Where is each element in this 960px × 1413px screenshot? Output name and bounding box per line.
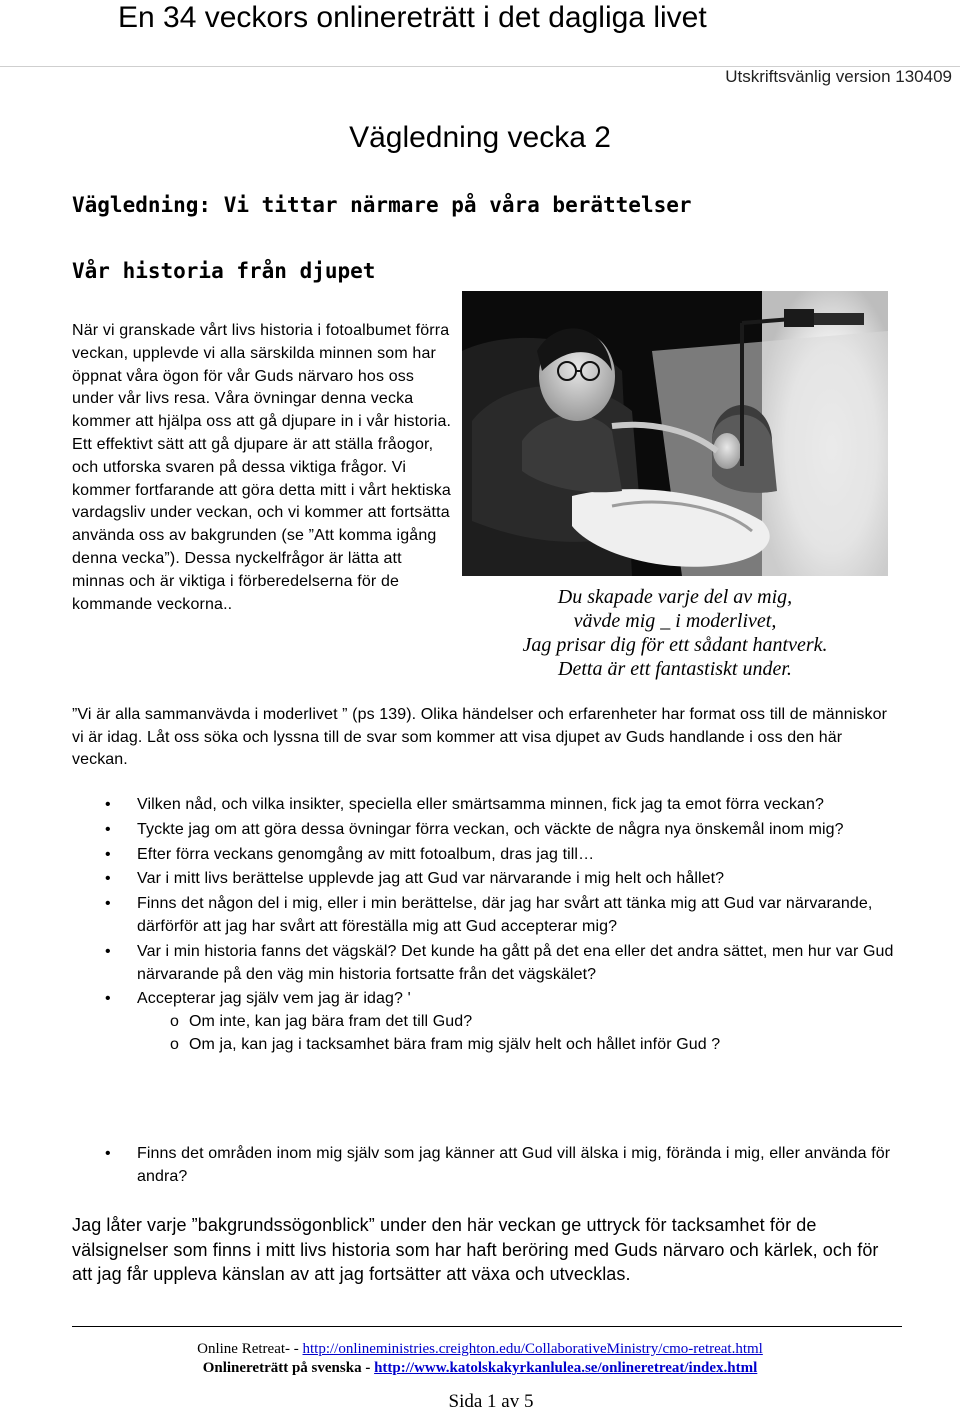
- list-item: [72, 844, 902, 867]
- bullet-icon: •: [105, 796, 111, 813]
- footer: [0, 1340, 960, 1378]
- page-title: Vägledning vecka 2: [349, 121, 611, 154]
- footer-line-english: [0, 1340, 960, 1359]
- list-item: [72, 819, 902, 842]
- question-text: Accepterar jag själv vem jag är idag? ': [137, 990, 411, 1008]
- footer-divider: [72, 1326, 902, 1327]
- question-text: Var i mitt livs berättelse upplevde jag att Gud var närvarande i mig helt och hållet?: [137, 870, 725, 888]
- sub-list-item: [137, 1011, 902, 1034]
- reflection-question-list: [72, 794, 902, 1059]
- list-item: [72, 868, 902, 891]
- list-item: [72, 1143, 902, 1189]
- body-paragraph: ”Vi är alla sammanvävda i moderlivet ” (ps 139). Olika händelser och erfarenheter har format oss till de människor vi är idag. Låt oss söka och lyssna till de svar som kommer att visa djupet av Guds handlande i oss den här veckan.: [72, 706, 888, 768]
- bullet-icon: •: [105, 820, 111, 838]
- english-retreat-link[interactable]: http://onlineministries.creighton.edu/CollaborativeMinistry/cmo-retreat.html: [302, 1341, 763, 1357]
- sub-question-text: Om ja, kan jag i tacksamhet bära fram mig själv helt och hållet inför Gud ?: [189, 1035, 721, 1053]
- swedish-retreat-link[interactable]: http://www.katolskakyrkanlulea.se/onlineretreat/index.html: [374, 1360, 758, 1376]
- bullet-icon: •: [105, 845, 111, 863]
- list-item: [72, 794, 902, 817]
- question-text: Finns det områden inom mig själv som jag känner att Gud vill älska i mig, förända i mig, eller använda för andra?: [137, 1145, 891, 1185]
- list-item: [72, 941, 902, 987]
- footer-line-swedish: [0, 1359, 960, 1378]
- subtitle: Vägledning: Vi tittar närmare på våra berättelser: [72, 193, 692, 217]
- question-text: Efter förra veckans genomgång av mitt fotoalbum, dras jag till…: [137, 845, 595, 863]
- sub-question-text: Om inte, kan jag bära fram det till Gud?: [189, 1013, 473, 1031]
- question-text: Tyckte jag om att göra dessa övningar förra veckan, och väckte de några nya önskemål inom mig?: [137, 820, 844, 838]
- bullet-icon: •: [105, 870, 111, 888]
- print-version-label: Utskriftsvänlig version 130409: [725, 67, 952, 86]
- photo-caption: [490, 585, 860, 681]
- section-heading: Vår historia från djupet: [72, 259, 376, 283]
- bullet-icon: •: [105, 895, 111, 913]
- sub-question-list: [137, 1011, 902, 1057]
- circle-bullet-icon: o: [170, 1013, 179, 1031]
- caption-line: vävde mig _ i moderlivet,: [573, 610, 777, 632]
- final-question-list: [72, 1143, 902, 1189]
- intro-paragraph: När vi granskade vårt livs historia i fotoalbumet förra veckan, upplevde vi alla särskilda minnen som har öppnat våra ögon för vår Guds närvaro hos oss under vår livs resa. Våra övningar denna vecka kommer att hjälpa oss att gå djupare in i vår historia. Ett effektivt sätt att gå djupare är att ställa fråogor, och utforska svaren på dessa viktiga frågor. Vi kommer fortfarande att göra detta mitt i vårt hektiska vardagsliv under veckan, och vi kommer att fortsätta använda oss av bakgrunden (se ”Att komma igång denna vecka”). Dessa nyckelfrågor är lätta att minnas och är viktiga i förberedelserna för de kommande veckorna..: [72, 322, 452, 613]
- question-text: Finns det någon del i mig, eller i min berättelse, där jag har svårt att tänka mig att Gud var närvarande, därförför att jag har svårt att föreställa mig att Gud accepterar mig?: [137, 895, 873, 935]
- footer-label: Onlinereträtt på svenska -: [202, 1360, 375, 1376]
- site-title: En 34 veckors onlinereträtt i det dagliga livet: [118, 1, 707, 34]
- caption-line: Du skapade varje del av mig,: [557, 586, 793, 608]
- circle-bullet-icon: o: [170, 1035, 179, 1053]
- bullet-icon: •: [105, 1145, 111, 1162]
- bullet-icon: •: [105, 990, 111, 1008]
- footer-label: Online Retreat- -: [197, 1341, 303, 1357]
- photo-mother-and-child: [462, 291, 888, 576]
- page-number: Sida 1 av 5: [448, 1391, 534, 1412]
- list-item: [72, 988, 902, 1056]
- caption-line: Detta är ett fantastiskt under.: [558, 658, 792, 680]
- bullet-icon: •: [105, 942, 111, 960]
- question-text: Vilken nåd, och vilka insikter, speciella eller smärtsamma minnen, fick jag ta emot förra veckan?: [137, 796, 825, 813]
- closing-paragraph: Jag låter varje ”bakgrundssögonblick” under den här veckan ge uttryck för tacksamhet för de välsignelser som finns i mitt livs historia som har haft beröring med Guds närvaro och kärlek, och för att jag får uppleva känslan av att jag fortsätter att växa och utvecklas.: [72, 1215, 879, 1284]
- sub-list-item: [137, 1034, 902, 1057]
- question-text: Var i min historia fanns det vägskäl? Det kunde ha gått på det ena eller det andra sättet, men hur var Gud närvarande på den väg min historia fortsatte från det vägskälet?: [137, 942, 894, 983]
- list-item: [72, 893, 902, 939]
- caption-line: Jag prisar dig för ett sådant hantverk.: [522, 634, 828, 656]
